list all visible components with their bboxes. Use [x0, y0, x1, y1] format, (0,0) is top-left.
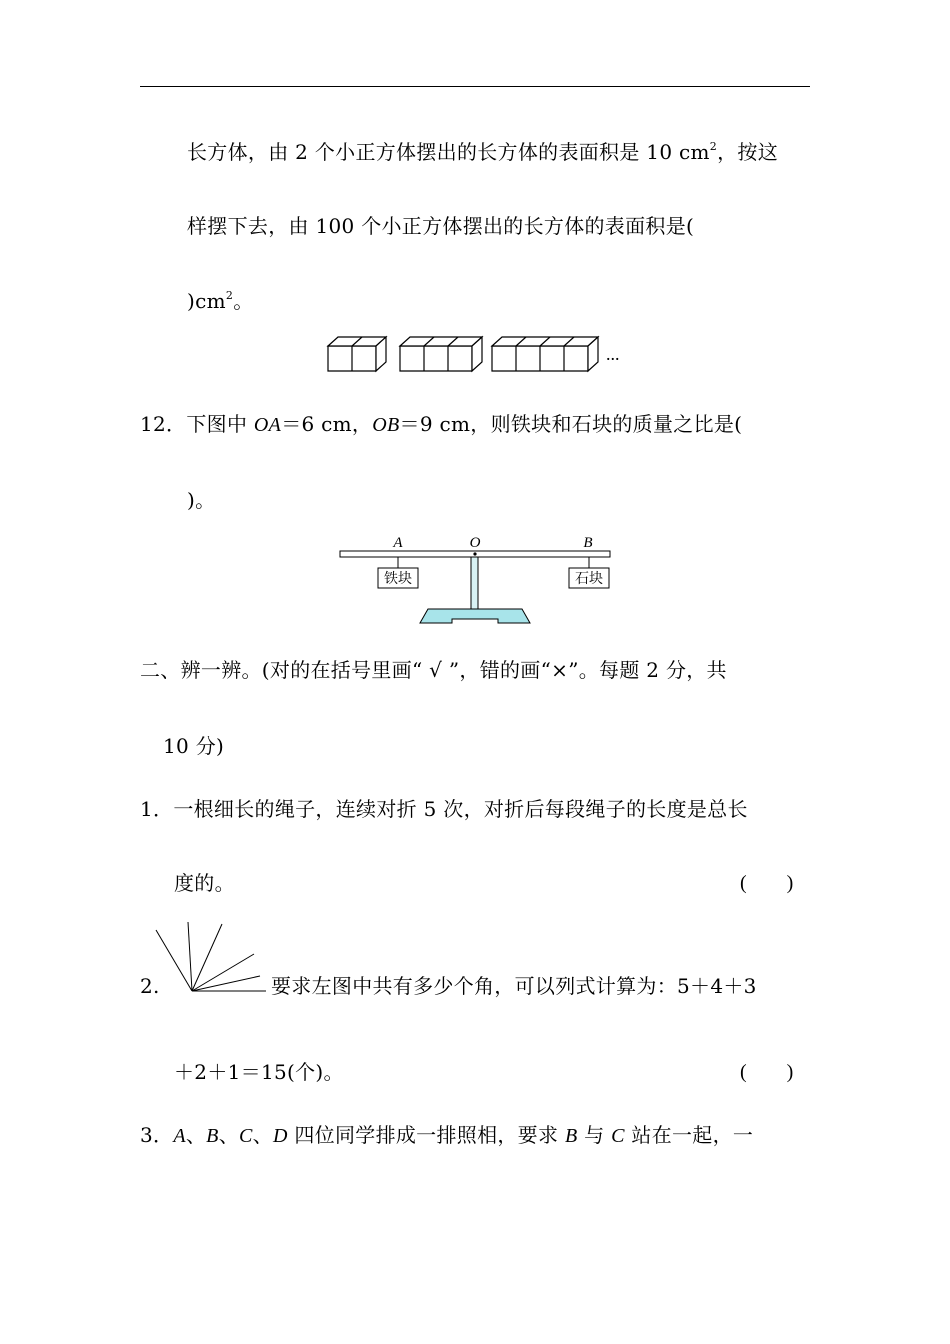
stand-post: [471, 557, 478, 610]
q11-line2: 样摆下去，由 100 个小正方体摆出的长方体的表面积是(: [187, 214, 695, 238]
q11-line1: 长方体，由 2 个小正方体摆出的长方体的表面积是 10 $cm^2$，按这: [187, 140, 778, 164]
j1-line2: 度的。: [174, 871, 235, 895]
cuboid-4-cubes: [492, 337, 598, 371]
q12-line1: 12．下图中 OA＝6 cm，OB＝9 cm，则铁块和石块的质量之比是(: [140, 412, 743, 436]
q12-line2: )。: [187, 488, 216, 512]
iron-block-label: 铁块: [384, 572, 412, 587]
label-o: O: [469, 535, 481, 551]
cuboid-3-cubes: [400, 337, 482, 371]
pivot-point: [473, 552, 476, 555]
stand-base: [420, 609, 530, 623]
j1-answer-paren[interactable]: ( ): [740, 872, 794, 894]
cuboid-2-cubes: [328, 337, 386, 371]
angle-rays-figure: [150, 918, 270, 998]
cuboid-figures: [322, 332, 632, 378]
ellipsis: ...: [606, 344, 620, 364]
q11-line3: )$cm^2$。: [187, 289, 254, 313]
j2-line2: ＋2＋1＝15(个)。: [174, 1060, 344, 1084]
label-a: A: [393, 535, 403, 551]
label-b: B: [583, 535, 593, 551]
j1-line1: 1．一根细长的绳子，连续对折 5 次，对折后每段绳子的长度是总长: [140, 797, 748, 821]
j2-line1: 要求左图中共有多少个角，可以列式计算为：5＋4＋3: [271, 974, 757, 998]
balance-diagram: [336, 530, 616, 630]
j3-line1: 3．A、B、C、D 四位同学排成一排照相，要求 B 与 C 站在一起，一: [140, 1123, 754, 1147]
header-rule: [140, 86, 810, 87]
j2-number: 2.: [140, 974, 160, 998]
section2-line2: 10 分): [163, 734, 225, 758]
j2-answer-paren[interactable]: ( ): [740, 1061, 794, 1083]
stone-block-label: 石块: [575, 572, 603, 587]
section2-line1: 二、辨一辨。(对的在括号里画“ √ ”，错的画“×”。每题 2 分，共: [140, 658, 727, 682]
